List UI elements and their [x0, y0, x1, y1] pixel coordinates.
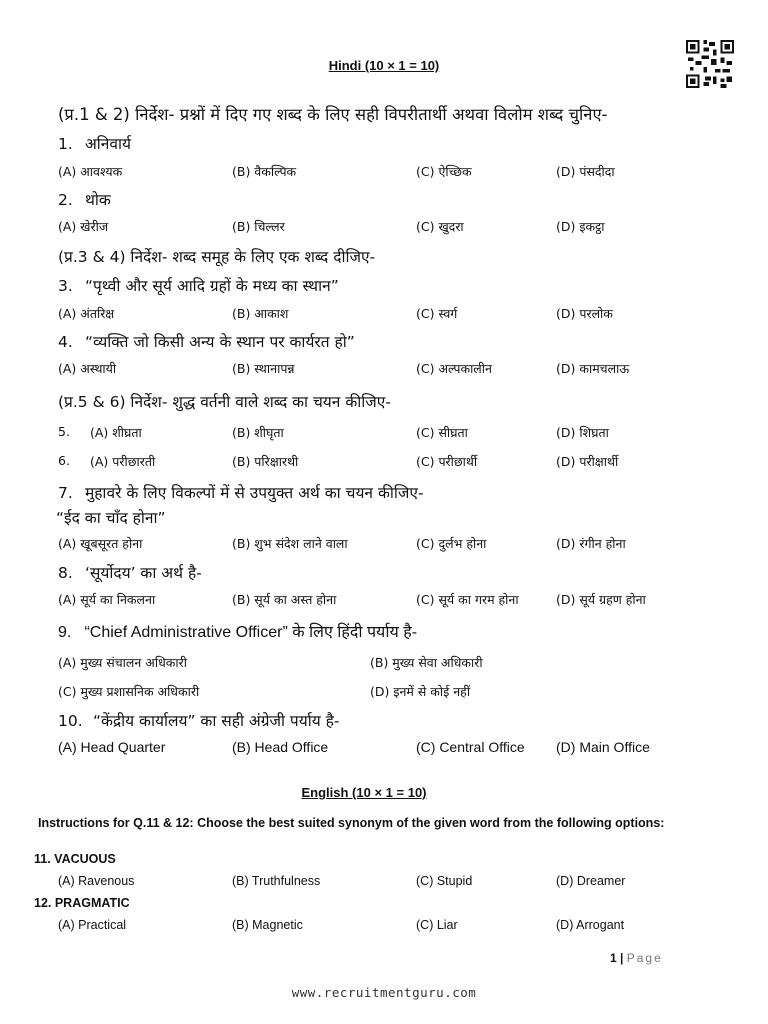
option-c[interactable]: (C) अल्पकालीन [416, 361, 492, 376]
options-q10 [58, 739, 758, 759]
option-b[interactable]: (B) वैकल्पिक [232, 164, 297, 179]
question-number: 8. [58, 564, 73, 582]
option-d[interactable]: (D) सूर्य ग्रहण होना [556, 592, 646, 607]
options-q7 [58, 535, 758, 555]
option-c[interactable]: (C) सूर्य का गरम होना [416, 592, 519, 607]
question-7 [58, 481, 424, 503]
option-a[interactable]: (A) मुख्य संचालन अधिकारी [58, 655, 187, 670]
option-b[interactable]: (B) परिक्षारथी [232, 454, 299, 469]
option-a[interactable]: (A) आवश्यक [58, 164, 123, 179]
option-c[interactable]: (C) दुर्लभ होना [416, 536, 487, 551]
option-b[interactable]: (B) चिल्लर [232, 219, 285, 234]
option-c[interactable]: (C) Stupid [416, 874, 473, 888]
option-a[interactable]: (A) Practical [58, 918, 127, 932]
question-number: 2. [58, 191, 73, 209]
option-a[interactable]: (A) अंतरिक्ष [58, 306, 115, 321]
question-4 [58, 330, 355, 352]
options-q3 [58, 305, 758, 325]
question-2 [58, 188, 111, 210]
option-a[interactable]: (A) अस्थायी [58, 361, 117, 376]
option-c[interactable]: (C) सीघ्रता [416, 425, 468, 440]
question-number: 4. [58, 333, 73, 351]
option-b[interactable]: (B) Head Office [232, 739, 329, 755]
option-d[interactable]: (D) पंसदीदा [556, 164, 615, 179]
question-3 [58, 274, 339, 296]
question-1 [58, 132, 131, 154]
option-c[interactable]: (C) Liar [416, 918, 458, 932]
option-b[interactable]: (B) आकाश [232, 306, 289, 321]
options-q8 [58, 591, 758, 611]
option-a[interactable]: (A) Ravenous [58, 874, 135, 888]
question-number: 1. [58, 135, 73, 153]
question-number: 10. [58, 712, 83, 730]
instruction-q5-6: (प्र.5 & 6) निर्देश- शुद्ध वर्तनी वाले शब्द का चयन कीजिए- [58, 393, 391, 411]
option-a[interactable]: (A) खूबसूरत होना [58, 536, 143, 551]
option-d[interactable]: (D) कामचलाऊ [556, 361, 630, 376]
option-d[interactable]: (D) इकट्ठा [556, 219, 605, 234]
option-d[interactable]: (D) परलोक [556, 306, 613, 321]
idiom-phrase: “ईद का चाँद होना” [56, 509, 166, 527]
page-number-value: 1 [610, 951, 617, 965]
question-number: 6. [58, 453, 70, 468]
option-d[interactable]: (D) परीक्षार्थी [556, 454, 619, 469]
options-q11 [58, 874, 758, 892]
question-11: 11. VACUOUS [34, 852, 116, 866]
options-q4 [58, 360, 758, 380]
option-c[interactable]: (C) स्वर्ग [416, 306, 458, 321]
question-number: 9. [58, 624, 72, 641]
question-text: थोक [84, 191, 111, 209]
page-number [610, 951, 663, 965]
question-text: “केंद्रीय कार्यालय” का सही अंग्रेजी पर्याय है- [92, 712, 340, 730]
hindi-section-title: Hindi (10 × 1 = 10) [328, 58, 440, 73]
option-c[interactable]: (C) परीछार्थी [416, 454, 478, 469]
option-a[interactable]: (A) सूर्य का निकलना [58, 592, 156, 607]
question-number: 7. [58, 484, 73, 502]
option-c[interactable]: (C) Central Office [416, 739, 525, 755]
question-10 [58, 709, 339, 731]
english-section-title: English (10 × 1 = 10) [301, 785, 427, 800]
question-8 [58, 561, 202, 583]
question-text: “पृथ्वी और सूर्य आदि ग्रहों के मध्य का स्थान” [84, 277, 339, 295]
option-c[interactable]: (C) खुदरा [416, 219, 464, 234]
option-b[interactable]: (B) स्थानापन्न [232, 361, 295, 376]
option-b[interactable]: (B) शुभ संदेश लाने वाला [232, 536, 348, 551]
option-a[interactable]: (A) Head Quarter [58, 739, 166, 755]
option-d[interactable]: (D) Main Office [556, 739, 650, 755]
option-d[interactable]: (D) शिघ्रता [556, 425, 609, 440]
option-c[interactable]: (C) ऐच्छिक [416, 164, 472, 179]
option-a[interactable]: (A) परीछारती [90, 454, 156, 469]
option-d[interactable]: (D) रंगीन होना [556, 536, 626, 551]
options-q6 [58, 453, 758, 473]
instruction-q1-2: (प्र.1 & 2) निर्देश- प्रश्नों में दिए गए शब्द के लिए सही विपरीतार्थी अथवा विलोम शब्द चुनिए- [58, 105, 608, 124]
option-a[interactable]: (A) खेरीज [58, 219, 109, 234]
option-d[interactable]: (D) Arrogant [556, 918, 625, 932]
question-number: 3. [58, 277, 73, 295]
option-d[interactable]: (D) इनमें से कोई नहीं [370, 684, 471, 699]
question-text: ‘सूर्योदय’ का अर्थ है- [84, 564, 202, 582]
options-q2 [58, 218, 758, 238]
option-b[interactable]: (B) मुख्य सेवा अधिकारी [370, 655, 483, 670]
question-text: मुहावरे के लिए विकल्पों में से उपयुक्त अर्थ का चयन कीजिए- [84, 484, 424, 502]
options-q9-row2 [58, 683, 758, 703]
page-separator: | [620, 951, 624, 965]
question-text: “व्यक्ति जो किसी अन्य के स्थान पर कार्यरत हो” [84, 333, 355, 351]
options-q1 [58, 163, 758, 183]
option-c[interactable]: (C) मुख्य प्रशासनिक अधिकारी [58, 684, 200, 699]
option-b[interactable]: (B) Truthfulness [232, 874, 321, 888]
option-a[interactable]: (A) शीघ्रता [90, 425, 142, 440]
options-q12 [58, 918, 758, 936]
question-text: “Chief Administrative Officer” के लिए हिंदी पर्याय है- [84, 624, 418, 641]
question-12: 12. PRAGMATIC [34, 896, 130, 910]
instruction-q3-4: (प्र.3 & 4) निर्देश- शब्द समूह के लिए एक शब्द दीजिए- [58, 248, 376, 266]
option-b[interactable]: (B) Magnetic [232, 918, 303, 932]
page-label: Page [626, 951, 663, 965]
question-number: 5. [58, 424, 70, 439]
instruction-q11-12: Instructions for Q.11 & 12: Choose the best suited synonym of the given word from the following options: [38, 816, 665, 830]
question-9 [58, 620, 417, 642]
option-b[interactable]: (B) सूर्य का अस्त होना [232, 592, 337, 607]
option-b[interactable]: (B) शीघृता [232, 425, 284, 440]
option-d[interactable]: (D) Dreamer [556, 874, 626, 888]
options-q5 [58, 424, 758, 444]
footer-url: www.recruitmentguru.com [291, 985, 477, 1000]
options-q9-row1 [58, 654, 758, 674]
question-text: अनिवार्य [84, 135, 132, 153]
